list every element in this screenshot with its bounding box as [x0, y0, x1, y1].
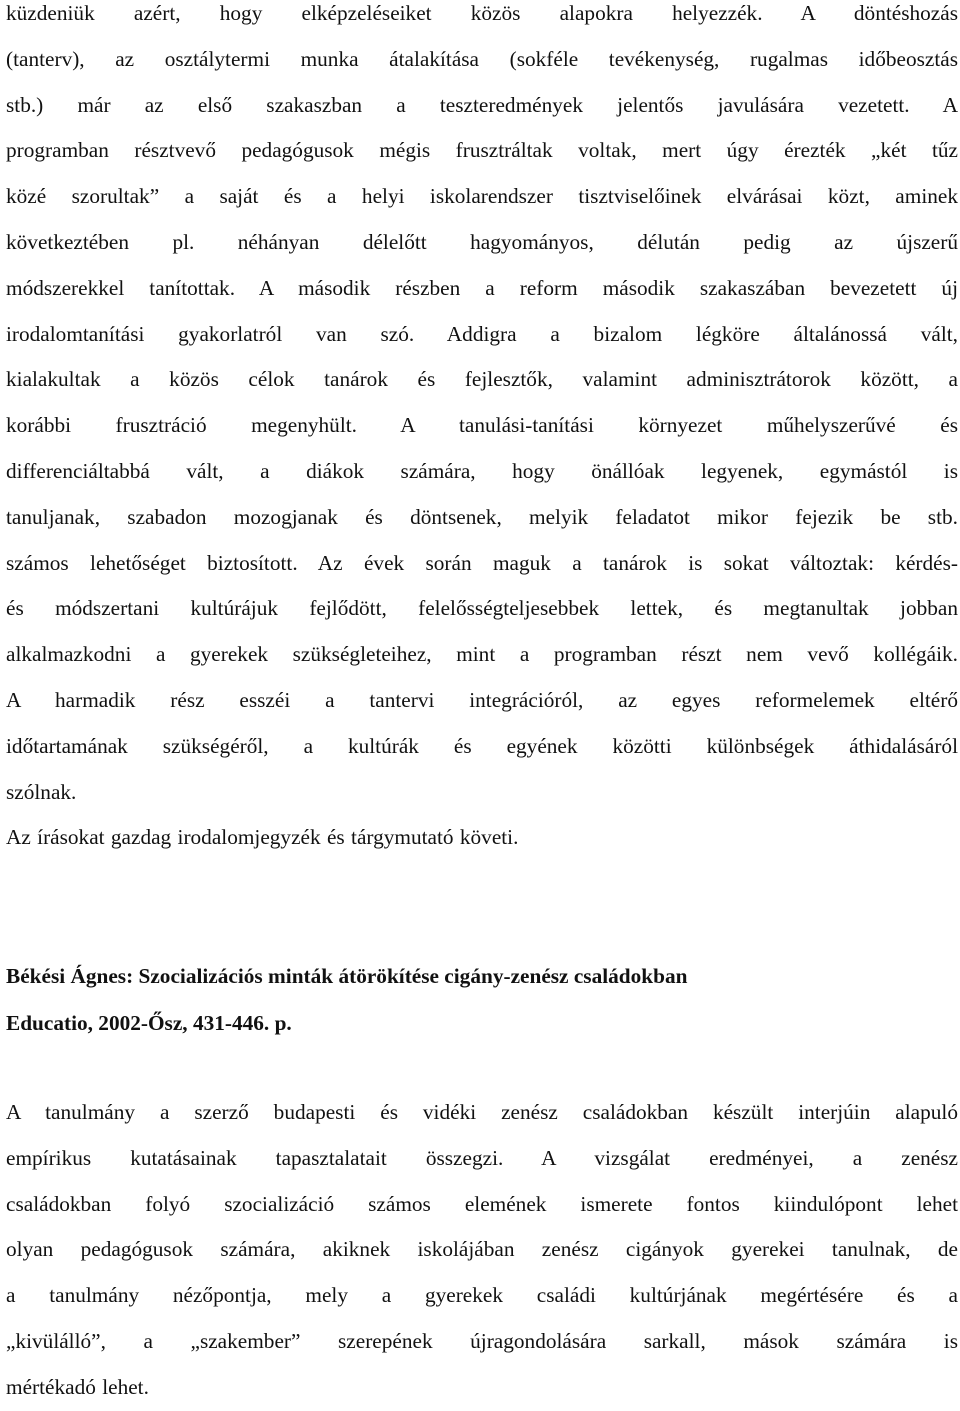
paragraph-body [6, 1090, 958, 1411]
paragraph-body [6, 0, 958, 815]
paragraph-line: időtartamának szükségéről, a kultúrák és egyének közötti különbségek áthidalásáról [6, 733, 958, 758]
paragraph-line: mértékadó lehet. [6, 1374, 149, 1399]
paragraph-line: A harmadik rész esszéi a tantervi integrációról, az egyes reformelemek eltérő [6, 687, 958, 712]
paragraph-line: a tanulmány nézőpontja, mely a gyerekek családi kultúrjának megértésére és a [6, 1283, 958, 1308]
paragraph-line: családokban folyó szocializáció számos elemének ismerete fontos kiindulópont lehet [6, 1191, 958, 1216]
paragraph-line: szólnak. [6, 779, 77, 804]
paragraph-line: olyan pedagógusok számára, akiknek iskolájában zenész cigányok gyerekei tanulnak, de [6, 1237, 958, 1262]
paragraph-line: programban résztvevő pedagógusok mégis frusztráltak voltak, mert úgy érezték „két tűz [6, 138, 958, 163]
paragraph-line: közé szorultak” a saját és a helyi iskolarendszer tisztviselőinek elvárásai közt, aminek [6, 184, 958, 209]
paragraph-line: korábbi frusztráció megenyhült. A tanulási-tanítási környezet műhelyszerűvé és [6, 413, 958, 438]
paragraph-line: és módszertani kultúrájuk fejlődött, felelősségteljesebbek lettek, és megtanultak jobban [6, 596, 958, 621]
paragraph-line: irodalomtanítási gyakorlatról van szó. Addigra a bizalom légköre általánossá vált, [6, 321, 958, 346]
paragraph-line: módszerekkel tanítottak. A második részben a reform második szakaszában bevezetett új [6, 275, 958, 300]
article-title [6, 953, 958, 999]
article-source [6, 1000, 958, 1046]
paragraph-line: (tanterv), az osztálytermi munka átalakítása (sokféle tevékenység, rugalmas időbeosztás [6, 46, 958, 71]
paragraph-line: differenciáltabbá vált, a diákok számára, hogy önállóak legyenek, egymástól is [6, 458, 958, 483]
article-source-text: Educatio, 2002-Ősz, 431-446. p. [6, 1011, 292, 1035]
paragraph-line: „kivülálló”, a „szakember” szerepének újragondolására sarkall, mások számára is [6, 1328, 958, 1353]
paragraph-reform-summary [6, 0, 958, 861]
paragraph-line: A tanulmány a szerző budapesti és vidéki zenész családokban készült interjúin alapuló [6, 1100, 958, 1124]
article-title-text: Békési Ágnes: Szocializációs minták átörökítése cigány-zenész családokban [6, 964, 688, 988]
paragraph-line: küzdeniük azért, hogy elképzeléseiket közös alapokra helyezzék. A döntéshozás [6, 1, 958, 25]
paragraph-line: stb.) már az első szakaszban a teszteredmények jelentős javulására vezetett. A [6, 92, 958, 117]
paragraph-line: kialakultak a közös célok tanárok és fejlesztők, valamint adminisztrátorok között, a [6, 367, 958, 392]
paragraph-line: Az írásokat gazdag irodalomjegyzék és tárgymutató követi. [6, 825, 519, 850]
paragraph-line: következtében pl. néhányan délelőtt hagyományos, délután pedig az újszerű [6, 229, 958, 254]
paragraph-study-summary [6, 1090, 958, 1411]
paragraph-bibliography-note [6, 815, 958, 861]
paragraph-line: számos lehetőséget biztosított. Az évek során maguk a tanárok is sokat változtak: kérdés- [6, 550, 958, 575]
paragraph-line: empírikus kutatásainak tapasztalatait összegzi. A vizsgálat eredményei, a zenész [6, 1145, 958, 1170]
paragraph-line: alkalmazkodni a gyerekek szükségleteihez, mint a programban részt nem vevő kollégáik. [6, 642, 958, 667]
paragraph-line: tanuljanak, szabadon mozogjanak és döntsenek, melyik feladatot mikor fejezik be stb. [6, 504, 958, 529]
